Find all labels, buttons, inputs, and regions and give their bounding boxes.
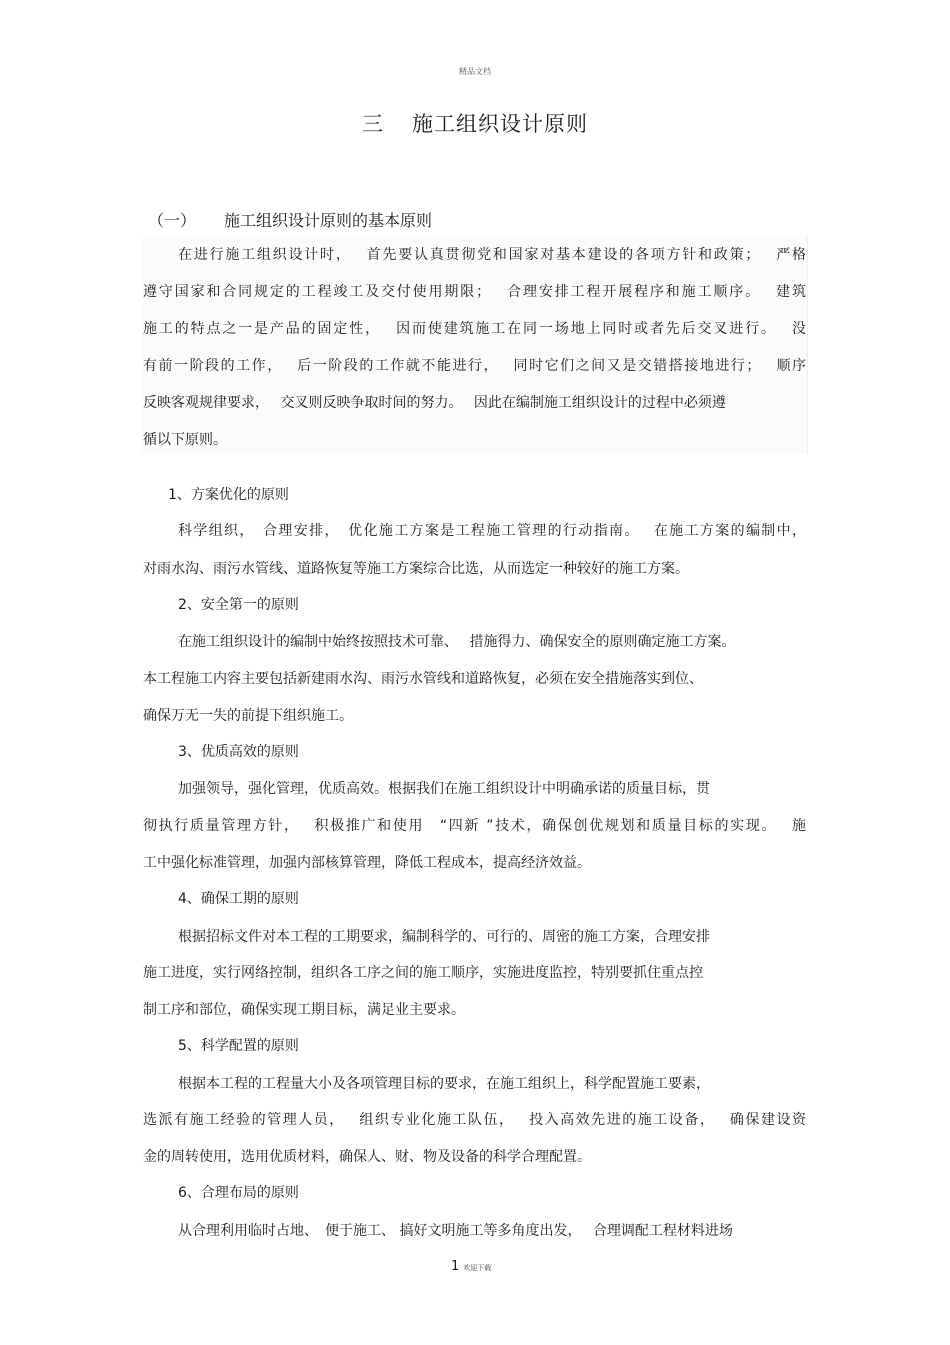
principle-heading: 1、方案优化的原则 (168, 487, 289, 503)
intro-line: 反映客观规律要求， 交叉则反映争取时间的努力。 因此在编制施工组织设计的过程中必须遵 (143, 395, 726, 411)
principle-line: 选派有施工经验的管理人员， 组织专业化施工队伍， 投入高效先进的施工设备， 确保建设资 (143, 1112, 806, 1128)
principle-heading: 4、确保工期的原则 (178, 891, 299, 907)
principle-line: 在施工组织设计的编制中始终按照技术可靠、 措施得力、确保安全的原则确定施工方案。 (178, 634, 736, 650)
title-number: 三 (362, 112, 384, 136)
principle-line: 从合理利用临时占地、 便于施工、 搞好文明施工等多角度出发， 合理调配工程材料进场 (178, 1223, 733, 1239)
principle-line: 施工进度，实行网络控制，组织各工序之间的施工顺序，实施进度监控，特别要抓住重点控 (143, 965, 703, 981)
section-heading (148, 208, 432, 231)
principle-line: 根据本工程的工程量大小及各项管理目标的要求，在施工组织上，科学配置施工要素， (178, 1076, 710, 1092)
page-number: 1 (451, 1259, 460, 1274)
footer-text: 欢迎下载 (463, 1264, 492, 1272)
principle-line: 确保万无一失的前提下组织施工。 (143, 708, 353, 724)
principle-line: 制工序和部位，确保实现工期目标，满足业主要求。 (143, 1002, 465, 1018)
page-title (0, 108, 950, 138)
section-number: （一） (148, 211, 197, 230)
principle-line: 根据招标文件对本工程的工期要求，编制科学的、可行的、周密的施工方案，合理安排 (178, 929, 710, 945)
section-text: 施工组织设计原则的基本原则 (224, 211, 433, 230)
intro-line: 施工的特点之一是产品的固定性， 因而使建筑施工在同一场地上同时或者先后交叉进行。 没 (143, 321, 806, 337)
intro-line: 在进行施工组织设计时， 首先要认真贯彻党和国家对基本建设的各项方针和政策； 严格 (178, 247, 806, 263)
principle-line: 本工程施工内容主要包括新建雨水沟、雨污水管线和道路恢复，必须在安全措施落实到位、 (143, 671, 703, 687)
page-footer (451, 1259, 491, 1274)
principle-line: 工中强化标准管理，加强内部核算管理，降低工程成本，提高经济效益。 (143, 855, 591, 871)
principle-heading: 3、优质高效的原则 (178, 744, 299, 760)
intro-line: 遵守国家和合同规定的工程竣工及交付使用期限； 合理安排工程开展程序和施工顺序。 建筑 (143, 284, 806, 300)
principle-line: 对雨水沟、雨污水管线、道路恢复等施工方案综合比选，从而选定一种较好的施工方案。 (143, 561, 689, 577)
principle-heading: 6、合理布局的原则 (178, 1185, 299, 1201)
intro-line: 有前一阶段的工作， 后一阶段的工作就不能进行， 同时它们之间又是交错搭接地进行； 顺序 (143, 358, 806, 374)
principle-heading: 5、科学配置的原则 (178, 1038, 299, 1054)
title-text: 施工组织设计原则 (412, 112, 588, 136)
principle-line: 金的周转使用，选用优质材料，确保人、财、物及设备的科学合理配置。 (143, 1149, 591, 1165)
intro-line: 循以下原则。 (143, 432, 227, 448)
page-header: 精品文档 (459, 67, 491, 76)
intro-box (142, 236, 808, 454)
principle-line: 彻执行质量管理方针， 积极推广和使用 “四新 ”技术，确保创优规划和质量目标的实现。 施 (143, 818, 806, 834)
principle-heading: 2、安全第一的原则 (178, 597, 299, 613)
principle-line: 科学组织， 合理安排， 优化施工方案是工程施工管理的行动指南。 在施工方案的编制中， (178, 523, 806, 539)
principle-line: 加强领导，强化管理，优质高效。根据我们在施工组织设计中明确承诺的质量目标，贯 (178, 781, 710, 797)
